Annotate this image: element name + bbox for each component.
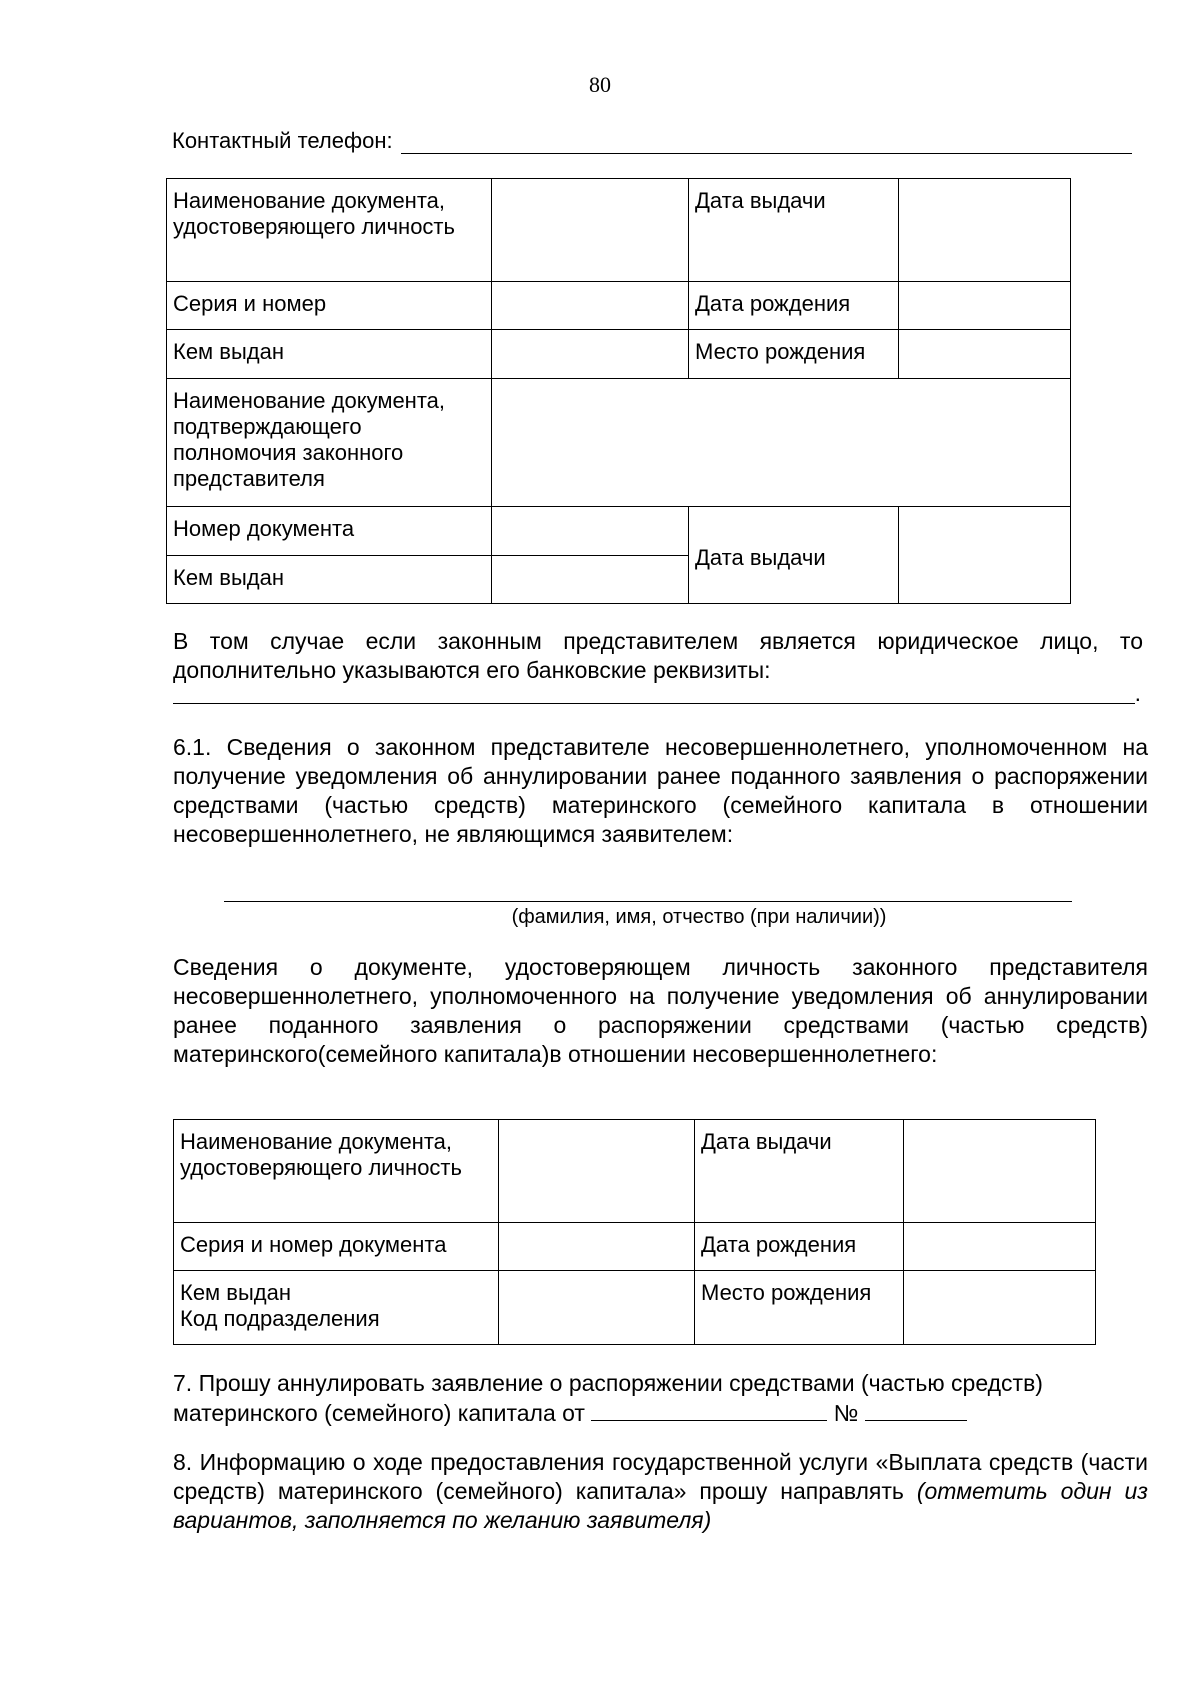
- doc-name-label: Наименование документа, удостоверяющего личность: [174, 1120, 499, 1223]
- birth-date-field[interactable]: [904, 1223, 1096, 1271]
- section-8-note: (отметить один из вариантов, заполняется по желанию заявителя): [173, 1478, 1148, 1533]
- birth-place-field[interactable]: [904, 1271, 1096, 1345]
- page-number: 80: [589, 72, 611, 97]
- issued-by-label: Кем выдан: [167, 330, 492, 379]
- number-sign: №: [833, 1400, 859, 1426]
- bank-details-row: [173, 682, 1141, 704]
- issued-by-field[interactable]: [499, 1271, 695, 1345]
- birth-place-label: Место рождения: [695, 1271, 904, 1345]
- doc-name-label: Наименование документа, удостоверяющего личность: [167, 179, 492, 282]
- application-date-field[interactable]: [591, 1398, 827, 1421]
- bank-details-end-dot: .: [1134, 680, 1141, 706]
- section-7-text: 7. Прошу аннулировать заявление о распоряжении средствами (частью средств) материнского (семейного) капитала от: [173, 1370, 1043, 1426]
- issued-by-field[interactable]: [492, 330, 689, 379]
- legal-entity-note: В том случае если законным представителем является юридическое лицо, то дополнительно указываются его банковские реквизиты:: [173, 628, 1143, 683]
- bank-details-field[interactable]: [173, 683, 1135, 704]
- authority-doc-label: Наименование документа, подтверждающего полномочия законного представителя: [167, 379, 492, 507]
- application-number-field[interactable]: [865, 1398, 967, 1421]
- section-8-text: 8. Информацию о ходе предоставления государственной услуги «Выплата средств (части средств) материнского (семейного) капитала» прошу направлять: [173, 1449, 1148, 1504]
- issued-by-label: Кем выдан: [180, 1280, 292, 1305]
- section-8: [173, 1448, 1148, 1535]
- birth-date-label: Дата рождения: [695, 1223, 904, 1271]
- birth-place-field[interactable]: [899, 330, 1071, 379]
- series-number-label: Серия и номер: [167, 282, 492, 330]
- doc-name-field[interactable]: [492, 179, 689, 282]
- series-number-label: Серия и номер документа: [174, 1223, 499, 1271]
- issue-date-field[interactable]: [904, 1120, 1096, 1223]
- representative-identity-table: [166, 178, 1071, 604]
- authorized-representative-doc-table: [173, 1119, 1096, 1345]
- section-6-1-text: 6.1. Сведения о законном представителе несовершеннолетнего, уполномоченном на получение уведомления об аннулировании ранее поданного заявления о распоряжении средствами (частью средств) материнского (семейного капитала в отношении несовершеннолетнего, не являющимся заявителем:: [173, 734, 1148, 847]
- doc-number-field[interactable]: [492, 507, 689, 556]
- fio-caption: (фамилия, имя, отчество (при наличии)): [511, 906, 887, 928]
- issue-date-field[interactable]: [899, 179, 1071, 282]
- series-number-field[interactable]: [499, 1223, 695, 1271]
- authority-doc-field[interactable]: [492, 379, 1071, 507]
- authority-issued-by-field[interactable]: [492, 556, 689, 604]
- doc-name-field[interactable]: [499, 1120, 695, 1223]
- representative-fio-field[interactable]: [224, 901, 1072, 902]
- authority-issue-date-label: Дата выдачи: [689, 507, 899, 604]
- contact-phone-row: [172, 128, 1132, 154]
- division-code-label: Код подразделения: [180, 1306, 380, 1331]
- issued-by-cell: [174, 1271, 499, 1345]
- issue-date-label: Дата выдачи: [695, 1120, 904, 1223]
- doc-info-text: Сведения о документе, удостоверяющем личность законного представителя несовершеннолетнего, уполномоченного на получение уведомления об аннулировании ранее поданного заявления о распоряжении средствами (частью средств) материнского(семейного капитала)в отношении несовершеннолетнего:: [173, 954, 1148, 1067]
- doc-number-label: Номер документа: [167, 507, 492, 556]
- issue-date-label: Дата выдачи: [689, 179, 899, 282]
- birth-date-label: Дата рождения: [689, 282, 899, 330]
- contact-phone-label: Контактный телефон:: [172, 128, 393, 153]
- authority-issued-by-label: Кем выдан: [167, 556, 492, 604]
- birth-date-field[interactable]: [899, 282, 1071, 330]
- series-number-field[interactable]: [492, 282, 689, 330]
- section-7: [173, 1369, 1148, 1428]
- birth-place-label: Место рождения: [689, 330, 899, 379]
- authority-issue-date-field[interactable]: [899, 507, 1071, 604]
- contact-phone-field[interactable]: [401, 131, 1132, 154]
